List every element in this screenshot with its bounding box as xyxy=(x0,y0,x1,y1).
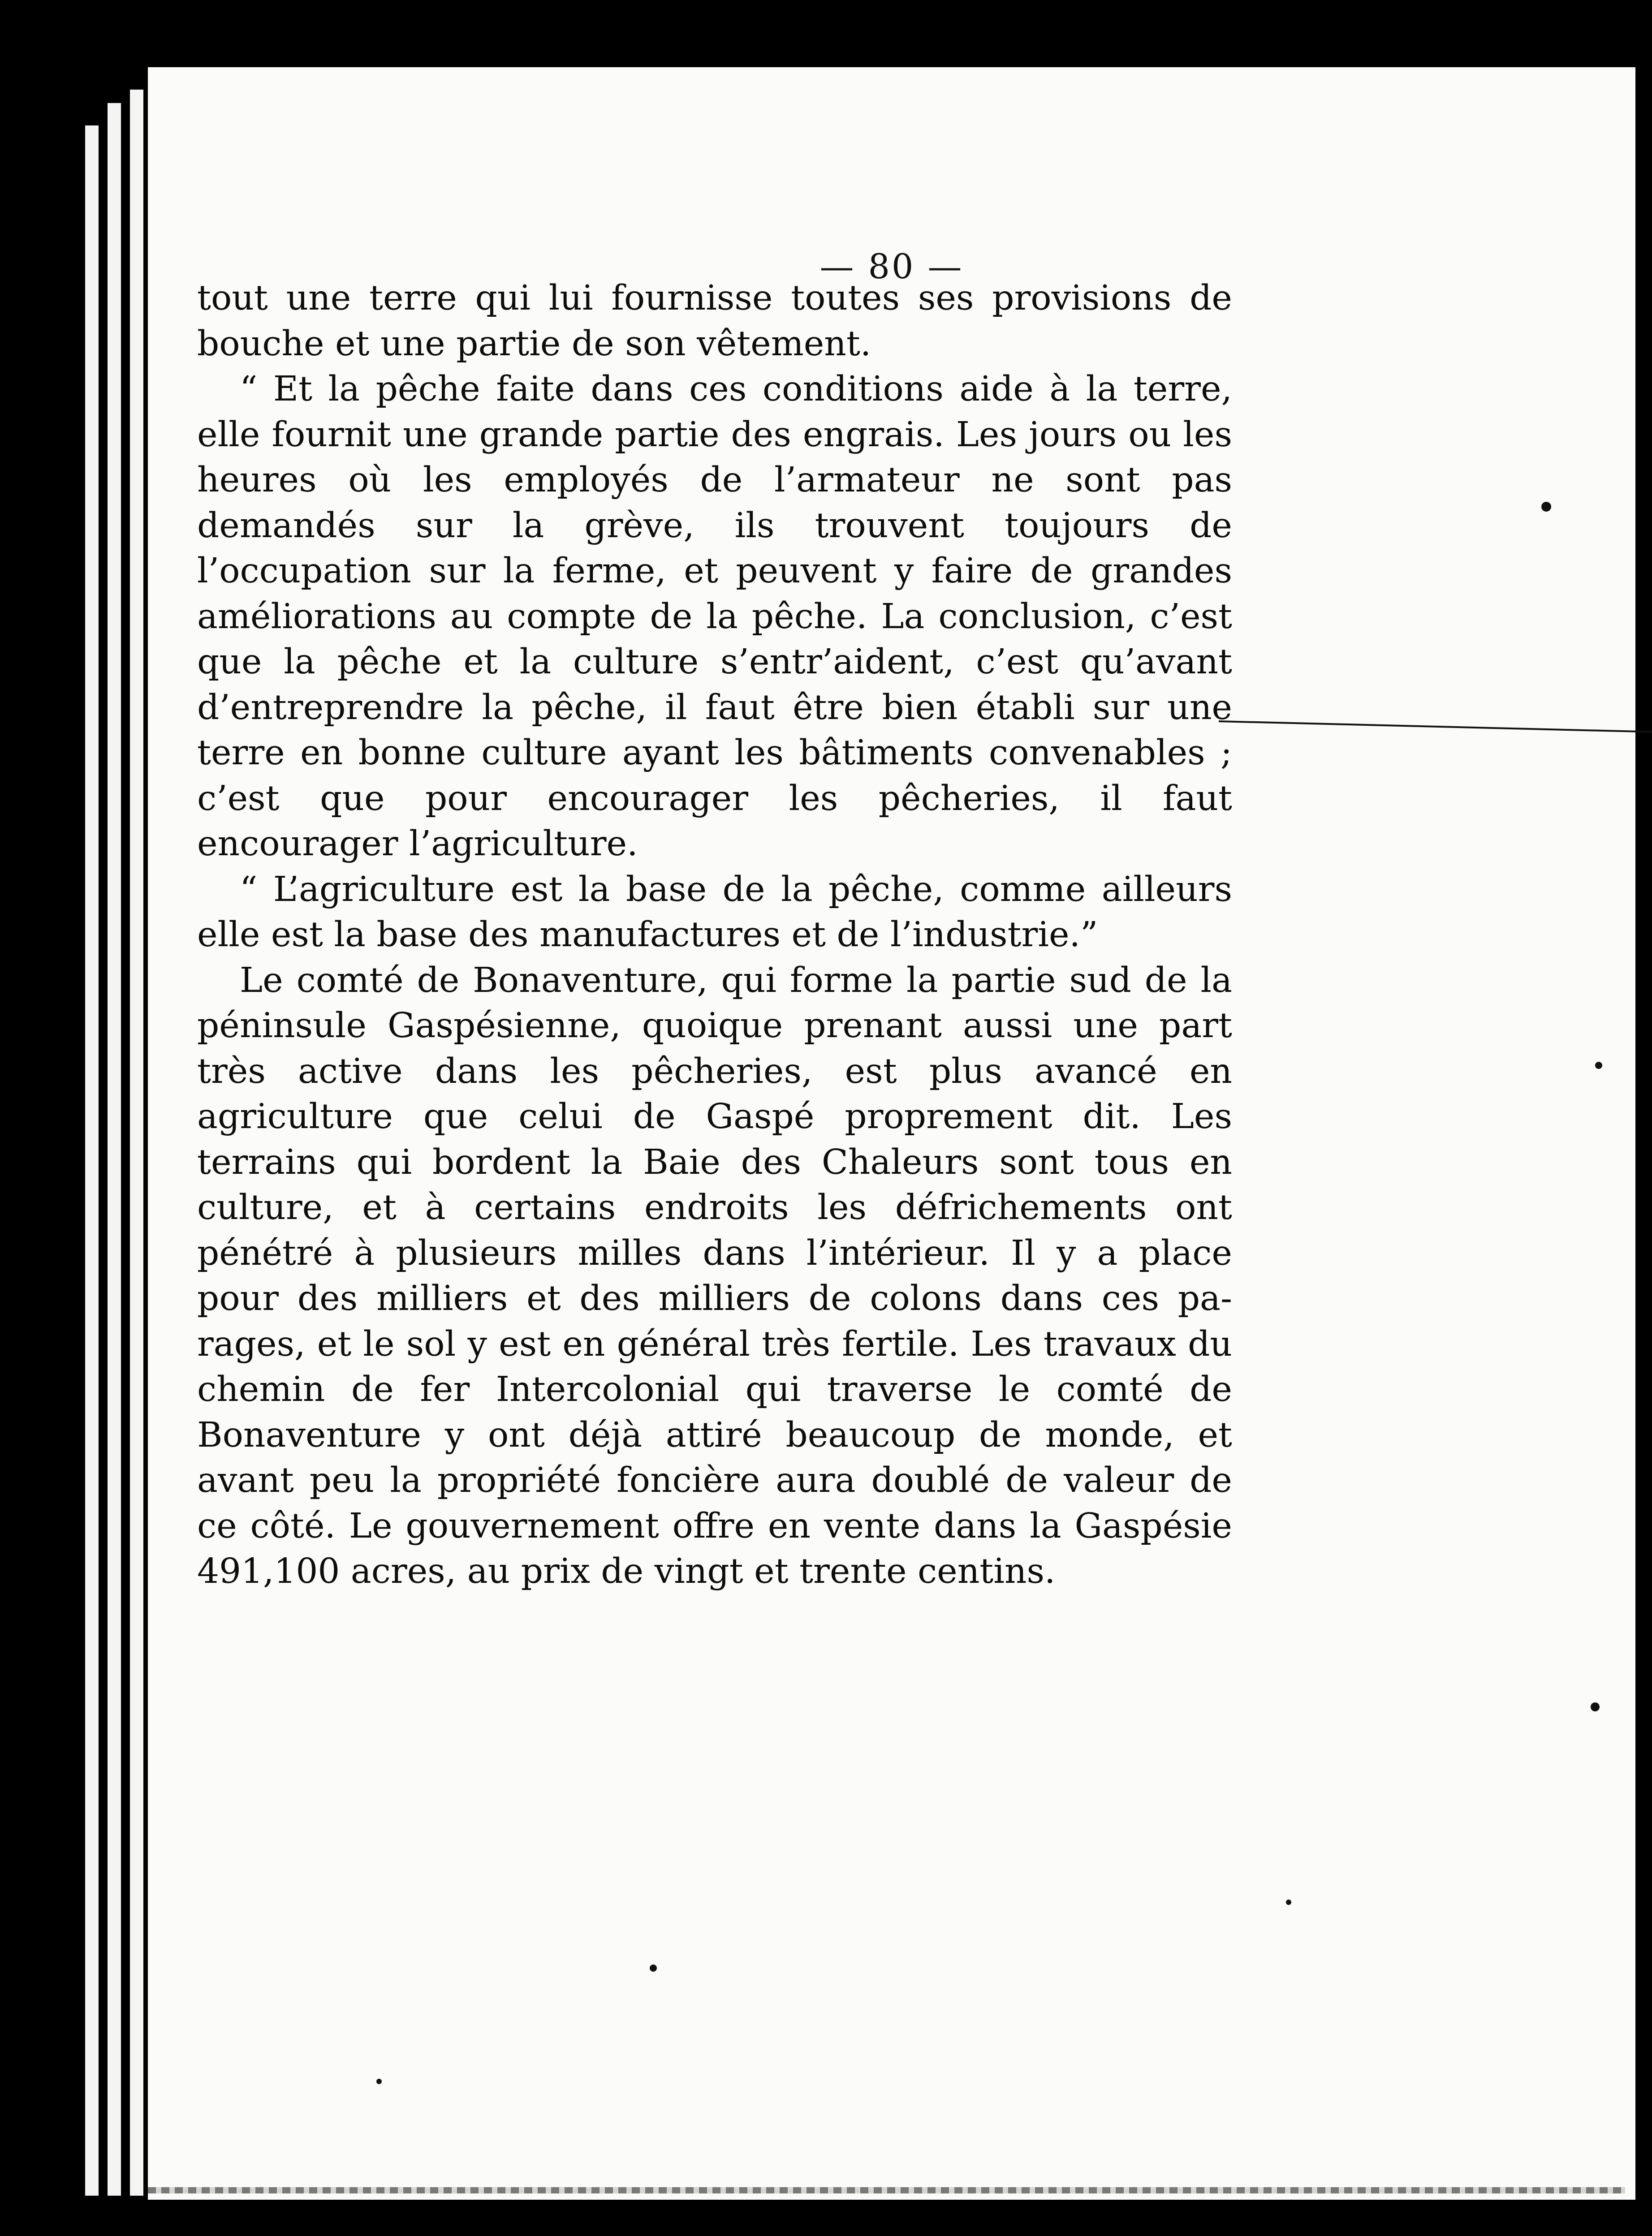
page-edge xyxy=(130,90,143,2196)
paragraph: Le comté de Bonaventure, qui forme la partie sud de la péninsule Gaspésienne, quoique prenant aussi une part très active dans les pêcheries, est plus avancé en agriculture que celui de Gaspé proprement dit. Les terrains qui bordent la Baie des Chaleurs sont tous en culture, et à certains endroits les défrichements ont pénétré à plusieurs milles dans l’intérieur. Il y a place pour des milliers et des milliers de colons dans ces parages, et le sol y est en général très fertile. Les travaux du chemin de fer Intercolonial qui traverse le comté de Bonaventure y ont déjà attiré beaucoup de monde, et avant peu la propriété foncière aura doublé de valeur de ce côté. Le gouvernement offre en vente dans la Gaspésie 491,100 acres, au prix de vingt et trente centins. xyxy=(197,960,1232,1591)
page-number: — 80 — xyxy=(820,246,964,286)
paragraph: “ L’agriculture est la base de la pêche, comme ailleurs elle est la base des manufactures et de l’industrie.” xyxy=(197,869,1232,955)
body-text xyxy=(197,276,1232,1594)
ink-speck xyxy=(1541,502,1551,512)
ink-speck xyxy=(650,1965,657,1972)
paragraph: tout une terre qui lui fournisse toutes ses provisions de bouche et une partie de son vêtement. xyxy=(197,278,1232,364)
ink-speck xyxy=(1595,1062,1602,1069)
page-edge xyxy=(85,125,99,2196)
page-bottom-edge xyxy=(148,2187,1625,2193)
ink-speck xyxy=(376,2079,382,2084)
ink-speck xyxy=(1286,1900,1291,1905)
paragraph: “ Et la pêche faite dans ces conditions aide à la terre, elle fournit une grande partie des engrais. Les jours ou les heures où les employés de l’armateur ne sont pas demandés sur la grève, ils trouvent toujours de l’occupation sur la ferme, et peuvent y faire de grandes améliorations au compte de la pêche. La conclusion, c’est que la pêche et la culture s’entr’aident, c’est qu’avant d’entreprendre la pêche, il faut être bien établi sur une terre en bonne culture ayant les bâtiments convenables ; c’est que pour encourager les pêcheries, il faut encourager l’agriculture. xyxy=(197,369,1232,864)
ink-speck xyxy=(1591,1702,1600,1711)
page-edge xyxy=(108,103,121,2196)
